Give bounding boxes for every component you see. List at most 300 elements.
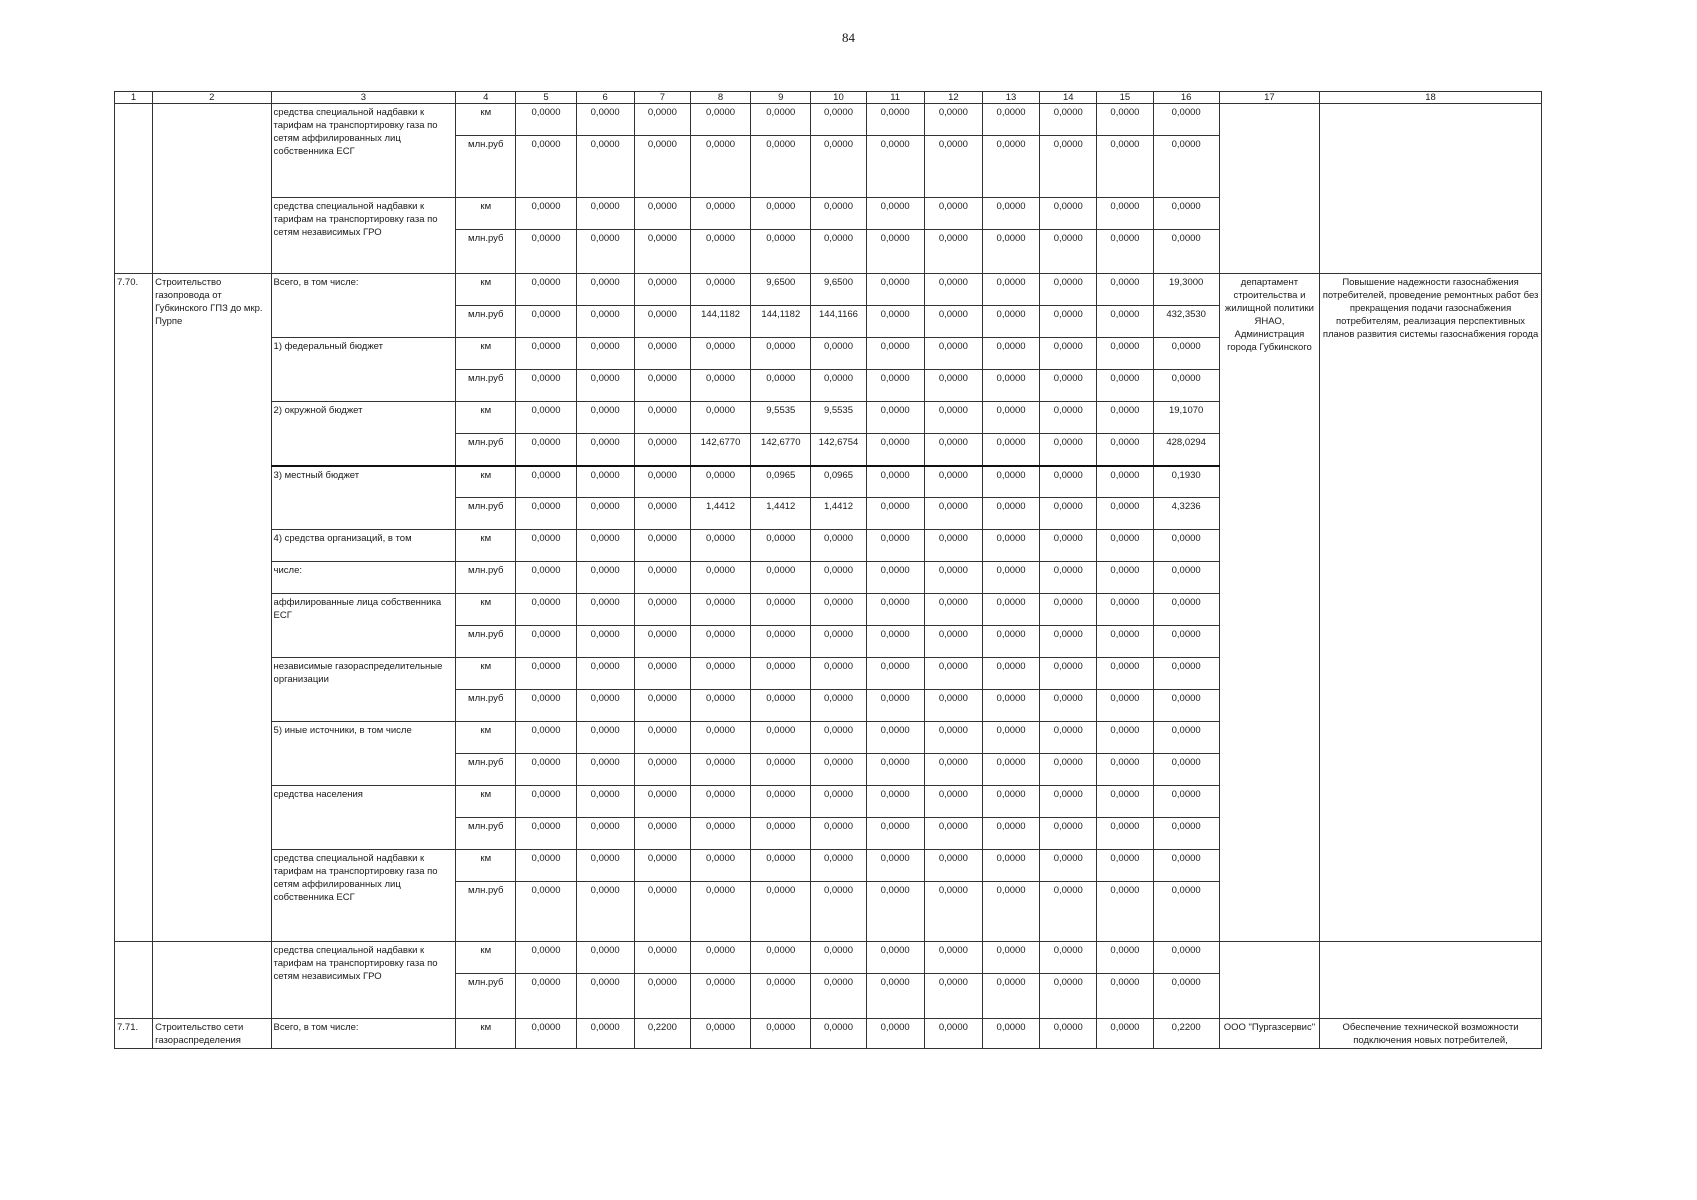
- value-cell: 0,0000: [1097, 370, 1153, 402]
- value-cell: 0,0000: [576, 754, 634, 786]
- value-cell: 0,0000: [516, 786, 576, 818]
- value-cell: 0,0000: [690, 882, 750, 942]
- value-cell: 0,0000: [516, 306, 576, 338]
- value-cell: 0,0000: [516, 942, 576, 974]
- value-cell: 0,0000: [924, 754, 982, 786]
- value-cell: 0,0000: [751, 942, 811, 974]
- value-cell: 0,0000: [866, 658, 924, 690]
- value-cell: 0,0000: [1040, 104, 1097, 136]
- value-cell: 0,0000: [1040, 370, 1097, 402]
- value-cell: 0,0000: [690, 594, 750, 626]
- value-cell: 0,0000: [811, 104, 866, 136]
- value-cell: 0,0000: [866, 818, 924, 850]
- value-cell: 144,1182: [751, 306, 811, 338]
- value-cell: 0,0000: [982, 942, 1039, 974]
- value-cell: 0,0000: [866, 786, 924, 818]
- value-cell: 0,0000: [690, 850, 750, 882]
- value-cell: 0,0965: [751, 466, 811, 498]
- value-cell: 0,0000: [982, 306, 1039, 338]
- value-cell: 0,0000: [576, 786, 634, 818]
- value-cell: 0,0000: [690, 230, 750, 274]
- value-cell: 0,0000: [982, 818, 1039, 850]
- column-number-header: [115, 92, 1542, 104]
- value-cell: 0,0000: [866, 402, 924, 434]
- value-cell: 0,0000: [811, 690, 866, 722]
- value-cell: 0,0000: [924, 882, 982, 942]
- value-cell: 0,0000: [576, 498, 634, 530]
- unit-cell: млн.руб: [456, 818, 516, 850]
- value-cell: 0,0000: [634, 198, 690, 230]
- funding-source-label: независимые газораспределительные организации: [271, 658, 456, 722]
- value-cell: 0,0000: [924, 658, 982, 690]
- value-cell: 0,0000: [1040, 818, 1097, 850]
- value-cell: 0,0000: [690, 104, 750, 136]
- value-cell: 0,0000: [1153, 136, 1219, 198]
- value-cell: 0,0000: [1097, 104, 1153, 136]
- value-cell: 0,0000: [690, 370, 750, 402]
- value-cell: 0,0000: [634, 136, 690, 198]
- funding-source-label: 1) федеральный бюджет: [271, 338, 456, 402]
- value-cell: 0,0000: [576, 594, 634, 626]
- value-cell: 0,0000: [576, 722, 634, 754]
- value-cell: 0,0000: [924, 786, 982, 818]
- unit-cell: млн.руб: [456, 498, 516, 530]
- unit-cell: млн.руб: [456, 136, 516, 198]
- value-cell: 0,0000: [751, 594, 811, 626]
- value-cell: 0,0000: [690, 530, 750, 562]
- value-cell: 0,0000: [516, 530, 576, 562]
- value-cell: 0,0000: [516, 230, 576, 274]
- value-cell: 0,0000: [690, 338, 750, 370]
- value-cell: 0,0000: [982, 754, 1039, 786]
- value-cell: 0,0000: [1097, 306, 1153, 338]
- value-cell: 0,0000: [982, 498, 1039, 530]
- value-cell: 0,0000: [751, 974, 811, 1019]
- header-cell: 2: [153, 92, 271, 104]
- value-cell: 0,0000: [576, 626, 634, 658]
- value-cell: 0,0000: [751, 690, 811, 722]
- value-cell: 0,0000: [516, 434, 576, 466]
- value-cell: 0,0000: [866, 370, 924, 402]
- value-cell: 0,0000: [634, 338, 690, 370]
- value-cell: 0,0000: [634, 530, 690, 562]
- value-cell: 0,0000: [924, 306, 982, 338]
- value-cell: 1,4412: [690, 498, 750, 530]
- value-cell: 0,0000: [516, 850, 576, 882]
- value-cell: 0,0000: [811, 722, 866, 754]
- value-cell: 0,0000: [866, 530, 924, 562]
- value-cell: 0,0000: [690, 562, 750, 594]
- value-cell: 0,0000: [634, 498, 690, 530]
- value-cell: 0,0000: [924, 722, 982, 754]
- value-cell: 0,0000: [982, 530, 1039, 562]
- value-cell: 0,0000: [634, 974, 690, 1019]
- unit-cell: км: [456, 198, 516, 230]
- header-cell: 12: [924, 92, 982, 104]
- value-cell: 0,0000: [516, 722, 576, 754]
- value-cell: 0,0000: [576, 562, 634, 594]
- value-cell: 0,0000: [866, 274, 924, 306]
- funding-source-label: 3) местный бюджет: [271, 466, 456, 530]
- funding-source-label: средства специальной надбавки к тарифам на транспортировку газа по сетям аффилированных лиц собственника ЕСГ: [271, 104, 456, 198]
- value-cell: 0,0000: [634, 434, 690, 466]
- value-cell: 0,0000: [1153, 942, 1219, 974]
- value-cell: 0,0000: [576, 850, 634, 882]
- funding-source-label: 4) средства организаций, в том: [271, 530, 456, 562]
- funding-source-label: 2) окружной бюджет: [271, 402, 456, 466]
- value-cell: 0,0000: [1040, 974, 1097, 1019]
- value-cell: 0,0000: [866, 104, 924, 136]
- value-cell: 0,0000: [982, 274, 1039, 306]
- value-cell: 0,0000: [751, 530, 811, 562]
- value-cell: 0,0000: [811, 1019, 866, 1049]
- value-cell: 9,6500: [751, 274, 811, 306]
- header-cell: 14: [1040, 92, 1097, 104]
- value-cell: 0,0000: [866, 942, 924, 974]
- unit-cell: млн.руб: [456, 562, 516, 594]
- value-cell: 0,0000: [866, 136, 924, 198]
- value-cell: 0,0000: [634, 594, 690, 626]
- value-cell: 0,0000: [1097, 754, 1153, 786]
- value-cell: 0,0000: [1153, 690, 1219, 722]
- value-cell: 0,0000: [576, 1019, 634, 1049]
- item-name: [153, 942, 271, 1019]
- value-cell: 0,0000: [690, 690, 750, 722]
- value-cell: 0,0000: [924, 850, 982, 882]
- value-cell: 0,0000: [516, 562, 576, 594]
- value-cell: 0,0000: [811, 658, 866, 690]
- value-cell: 0,0000: [1040, 402, 1097, 434]
- value-cell: 0,0000: [1153, 230, 1219, 274]
- unit-cell: км: [456, 658, 516, 690]
- value-cell: 0,0000: [924, 818, 982, 850]
- unit-cell: км: [456, 274, 516, 306]
- value-cell: 142,6770: [690, 434, 750, 466]
- value-cell: 0,0000: [1040, 722, 1097, 754]
- value-cell: 0,0000: [1097, 466, 1153, 498]
- funding-source-label: 5) иные источники, в том числе: [271, 722, 456, 786]
- value-cell: 0,0000: [634, 626, 690, 658]
- value-cell: 0,0000: [1040, 230, 1097, 274]
- value-cell: 0,0000: [1153, 722, 1219, 754]
- value-cell: 0,0000: [1040, 562, 1097, 594]
- value-cell: 0,0000: [811, 850, 866, 882]
- item-name: Строительство газопровода от Губкинского ГПЗ до мкр. Пурпе: [153, 274, 271, 942]
- value-cell: 0,0000: [982, 434, 1039, 466]
- value-cell: 0,0000: [1097, 338, 1153, 370]
- value-cell: 0,0000: [1097, 722, 1153, 754]
- value-cell: 0,0000: [1040, 690, 1097, 722]
- value-cell: 0,0000: [1040, 338, 1097, 370]
- value-cell: 0,0000: [516, 658, 576, 690]
- value-cell: 0,0000: [576, 658, 634, 690]
- value-cell: 0,0000: [1040, 1019, 1097, 1049]
- table-row: [115, 1019, 1542, 1049]
- value-cell: 0,0000: [811, 562, 866, 594]
- unit-cell: км: [456, 722, 516, 754]
- executor-cell: [1219, 104, 1319, 274]
- value-cell: 0,0000: [634, 306, 690, 338]
- value-cell: 0,0000: [1040, 434, 1097, 466]
- value-cell: 0,0000: [982, 338, 1039, 370]
- value-cell: 0,2200: [1153, 1019, 1219, 1049]
- item-number: 7.71.: [115, 1019, 153, 1049]
- goal-cell: [1320, 104, 1542, 274]
- header-cell: 11: [866, 92, 924, 104]
- value-cell: 0,0000: [982, 722, 1039, 754]
- value-cell: 0,0000: [1097, 230, 1153, 274]
- value-cell: 0,0000: [924, 136, 982, 198]
- value-cell: 0,0000: [751, 722, 811, 754]
- value-cell: 0,0000: [516, 498, 576, 530]
- header-cell: 9: [751, 92, 811, 104]
- value-cell: 0,0000: [982, 104, 1039, 136]
- value-cell: 0,0000: [1153, 974, 1219, 1019]
- value-cell: 0,2200: [634, 1019, 690, 1049]
- value-cell: 0,0000: [751, 370, 811, 402]
- value-cell: 0,0000: [690, 402, 750, 434]
- value-cell: 0,0000: [811, 818, 866, 850]
- value-cell: 0,0000: [751, 850, 811, 882]
- value-cell: 0,0000: [690, 658, 750, 690]
- value-cell: 0,0000: [1153, 882, 1219, 942]
- value-cell: 0,0000: [982, 850, 1039, 882]
- value-cell: 0,0000: [866, 434, 924, 466]
- header-cell: 1: [115, 92, 153, 104]
- value-cell: 0,0000: [924, 274, 982, 306]
- value-cell: 0,0000: [866, 562, 924, 594]
- value-cell: 0,0000: [751, 230, 811, 274]
- value-cell: 0,0000: [982, 562, 1039, 594]
- value-cell: 0,0000: [751, 786, 811, 818]
- executor-cell: департамент строительства и жилищной политики ЯНАО, Администрация города Губкинского: [1219, 274, 1319, 942]
- executor-cell: ООО "Пургазсервис": [1219, 1019, 1319, 1049]
- value-cell: 0,0000: [982, 882, 1039, 942]
- value-cell: 0,0000: [576, 104, 634, 136]
- unit-cell: км: [456, 594, 516, 626]
- value-cell: 0,0000: [1097, 434, 1153, 466]
- value-cell: 0,0000: [751, 658, 811, 690]
- value-cell: 0,0000: [866, 690, 924, 722]
- value-cell: 0,0000: [1153, 818, 1219, 850]
- value-cell: 0,0000: [516, 1019, 576, 1049]
- table-row: [115, 104, 1542, 136]
- value-cell: 0,0000: [634, 230, 690, 274]
- value-cell: 0,0000: [1040, 658, 1097, 690]
- unit-cell: км: [456, 942, 516, 974]
- value-cell: 0,0000: [1097, 530, 1153, 562]
- value-cell: 0,0000: [982, 198, 1039, 230]
- value-cell: 0,0000: [1153, 370, 1219, 402]
- value-cell: 0,0000: [982, 402, 1039, 434]
- value-cell: 0,0000: [751, 1019, 811, 1049]
- table-body: [115, 92, 1542, 1049]
- value-cell: 0,0000: [1153, 626, 1219, 658]
- unit-cell: млн.руб: [456, 882, 516, 942]
- value-cell: 0,0000: [1040, 850, 1097, 882]
- header-cell: 13: [982, 92, 1039, 104]
- value-cell: 0,0000: [690, 1019, 750, 1049]
- value-cell: 0,0000: [811, 530, 866, 562]
- value-cell: 0,0000: [516, 402, 576, 434]
- value-cell: 0,0000: [924, 402, 982, 434]
- header-cell: 6: [576, 92, 634, 104]
- value-cell: 0,0000: [1097, 136, 1153, 198]
- funding-source-label: аффилированные лица собственника ЕСГ: [271, 594, 456, 658]
- value-cell: 0,0000: [576, 402, 634, 434]
- value-cell: 0,0000: [516, 274, 576, 306]
- value-cell: 0,0000: [1040, 136, 1097, 198]
- value-cell: 0,0000: [1097, 818, 1153, 850]
- value-cell: 0,0000: [576, 530, 634, 562]
- value-cell: 0,0000: [866, 722, 924, 754]
- item-name: Строительство сети газораспределения: [153, 1019, 271, 1049]
- value-cell: 0,0000: [1153, 104, 1219, 136]
- value-cell: 0,0000: [1153, 198, 1219, 230]
- value-cell: 0,0000: [576, 338, 634, 370]
- value-cell: 0,0000: [516, 370, 576, 402]
- value-cell: 0,0000: [924, 562, 982, 594]
- value-cell: 19,1070: [1153, 402, 1219, 434]
- value-cell: 0,0000: [634, 722, 690, 754]
- value-cell: 0,0000: [690, 274, 750, 306]
- value-cell: 0,0000: [576, 942, 634, 974]
- unit-cell: млн.руб: [456, 370, 516, 402]
- value-cell: 0,0000: [811, 338, 866, 370]
- value-cell: 0,0000: [982, 690, 1039, 722]
- value-cell: 0,0000: [1040, 498, 1097, 530]
- value-cell: 0,0000: [924, 594, 982, 626]
- value-cell: 0,0000: [982, 370, 1039, 402]
- value-cell: 0,0000: [866, 498, 924, 530]
- value-cell: 0,0000: [1040, 786, 1097, 818]
- value-cell: 0,0000: [576, 370, 634, 402]
- program-table: [114, 91, 1542, 1049]
- value-cell: 0,0000: [690, 754, 750, 786]
- funding-source-label: средства населения: [271, 786, 456, 850]
- value-cell: 0,0000: [751, 818, 811, 850]
- table-row: [115, 274, 1542, 306]
- value-cell: 0,0000: [751, 338, 811, 370]
- value-cell: 0,0000: [811, 230, 866, 274]
- value-cell: 0,0000: [1040, 198, 1097, 230]
- value-cell: 0,0000: [516, 136, 576, 198]
- item-number: [115, 942, 153, 1019]
- table-row: [115, 942, 1542, 974]
- value-cell: 0,0000: [576, 818, 634, 850]
- goal-cell: Обеспечение технической возможности подключения новых потребителей,: [1320, 1019, 1542, 1049]
- value-cell: 0,0000: [516, 338, 576, 370]
- value-cell: 0,0000: [866, 306, 924, 338]
- value-cell: 0,0000: [1097, 498, 1153, 530]
- value-cell: 0,1930: [1153, 466, 1219, 498]
- header-cell: 4: [456, 92, 516, 104]
- value-cell: 0,0000: [1153, 658, 1219, 690]
- value-cell: 9,6500: [811, 274, 866, 306]
- value-cell: 0,0000: [690, 626, 750, 658]
- value-cell: 0,0000: [634, 882, 690, 942]
- value-cell: 0,0000: [924, 1019, 982, 1049]
- value-cell: 0,0000: [811, 754, 866, 786]
- value-cell: 0,0000: [576, 230, 634, 274]
- item-number: 7.70.: [115, 274, 153, 942]
- value-cell: 0,0000: [982, 136, 1039, 198]
- value-cell: 0,0000: [1040, 466, 1097, 498]
- header-cell: 17: [1219, 92, 1319, 104]
- value-cell: 0,0000: [1040, 274, 1097, 306]
- value-cell: 0,0000: [1040, 942, 1097, 974]
- value-cell: 0,0000: [634, 690, 690, 722]
- value-cell: 0,0000: [634, 562, 690, 594]
- value-cell: 0,0000: [924, 974, 982, 1019]
- value-cell: 0,0000: [634, 104, 690, 136]
- value-cell: 0,0000: [576, 306, 634, 338]
- value-cell: 0,0000: [1153, 786, 1219, 818]
- value-cell: 0,0000: [982, 658, 1039, 690]
- value-cell: 0,0000: [516, 594, 576, 626]
- value-cell: 0,0000: [866, 198, 924, 230]
- value-cell: 0,0000: [516, 626, 576, 658]
- header-cell: 7: [634, 92, 690, 104]
- value-cell: 0,0000: [1097, 658, 1153, 690]
- header-cell: 15: [1097, 92, 1153, 104]
- value-cell: 142,6770: [751, 434, 811, 466]
- value-cell: 9,5535: [751, 402, 811, 434]
- value-cell: 0,0000: [924, 690, 982, 722]
- unit-cell: км: [456, 104, 516, 136]
- goal-cell: Повышение надежности газоснабжения потребителей, проведение ремонтных работ без прекращения подачи газоснабжения потребителям, реализация перспективных планов развития системы газоснабжения города: [1320, 274, 1542, 942]
- value-cell: 0,0000: [1153, 530, 1219, 562]
- value-cell: 0,0000: [1097, 198, 1153, 230]
- value-cell: 0,0000: [1097, 942, 1153, 974]
- value-cell: 0,0000: [866, 466, 924, 498]
- value-cell: 0,0000: [924, 626, 982, 658]
- value-cell: 0,0000: [634, 466, 690, 498]
- value-cell: 0,0000: [576, 434, 634, 466]
- value-cell: 0,0000: [516, 198, 576, 230]
- goal-cell: [1320, 942, 1542, 1019]
- value-cell: 0,0000: [751, 754, 811, 786]
- value-cell: 0,0000: [1153, 562, 1219, 594]
- value-cell: 0,0000: [690, 466, 750, 498]
- value-cell: 0,0000: [1153, 594, 1219, 626]
- value-cell: 0,0000: [811, 942, 866, 974]
- header-cell: 18: [1320, 92, 1542, 104]
- value-cell: 1,4412: [751, 498, 811, 530]
- funding-source-label: средства специальной надбавки к тарифам на транспортировку газа по сетям независимых ГРО: [271, 942, 456, 1019]
- value-cell: 4,3236: [1153, 498, 1219, 530]
- executor-cell: [1219, 942, 1319, 1019]
- value-cell: 0,0000: [811, 370, 866, 402]
- unit-cell: млн.руб: [456, 754, 516, 786]
- value-cell: 0,0000: [866, 754, 924, 786]
- value-cell: 19,3000: [1153, 274, 1219, 306]
- value-cell: 0,0000: [690, 198, 750, 230]
- value-cell: 144,1182: [690, 306, 750, 338]
- unit-cell: млн.руб: [456, 230, 516, 274]
- value-cell: 0,0000: [982, 594, 1039, 626]
- value-cell: 0,0000: [924, 370, 982, 402]
- value-cell: 0,0000: [924, 498, 982, 530]
- value-cell: 0,0000: [516, 466, 576, 498]
- value-cell: 0,0000: [1097, 974, 1153, 1019]
- value-cell: 0,0000: [811, 594, 866, 626]
- unit-cell: млн.руб: [456, 974, 516, 1019]
- value-cell: 0,0000: [924, 338, 982, 370]
- value-cell: 0,0000: [866, 230, 924, 274]
- value-cell: 0,0000: [1097, 626, 1153, 658]
- unit-cell: км: [456, 786, 516, 818]
